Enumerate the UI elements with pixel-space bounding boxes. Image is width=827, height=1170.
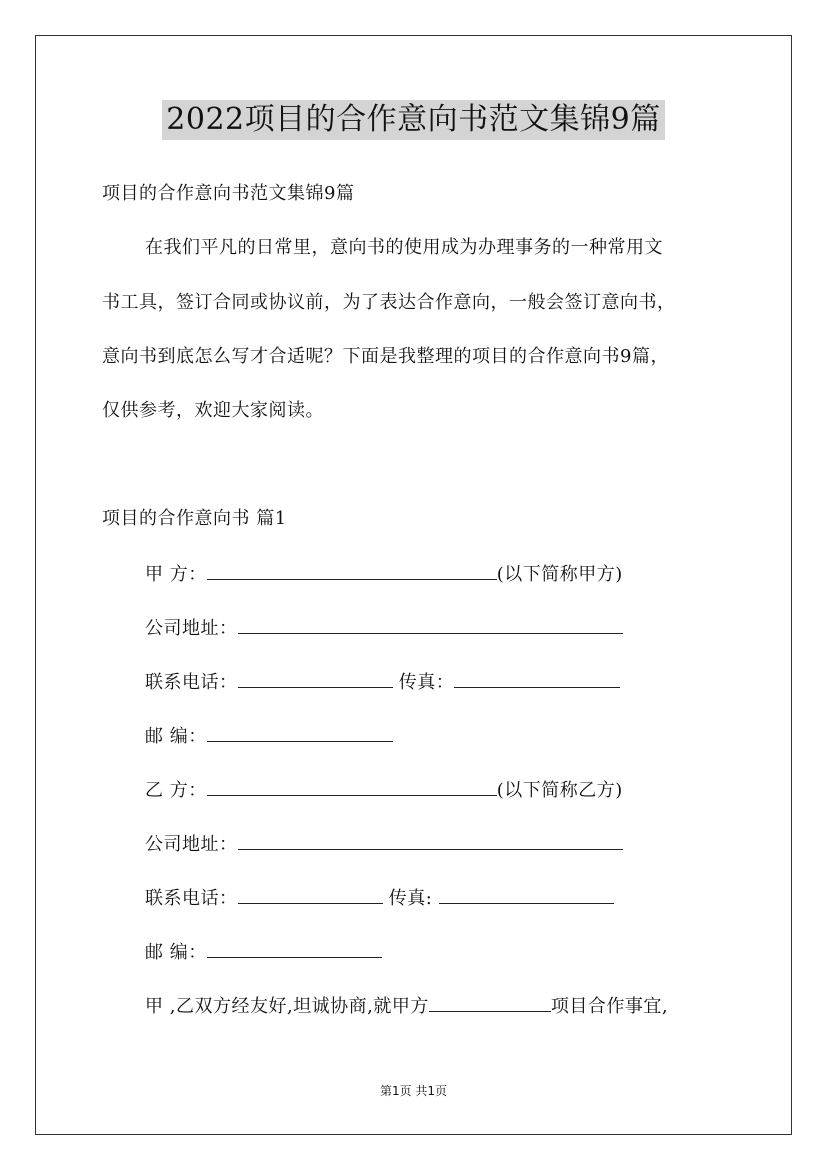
closing-start: 甲 ,乙双方经友好,坦诚协商,就甲方 (145, 996, 429, 1017)
closing-blank (429, 993, 551, 1012)
party-b-line (145, 777, 623, 803)
party-a-line (145, 561, 623, 587)
party-a-postcode-blank (207, 723, 393, 742)
party-b-address-line (145, 831, 623, 857)
party-a-blank (207, 561, 497, 580)
party-b-phone-blank (238, 885, 383, 904)
party-b-phone-label: 联系电话： (145, 888, 238, 909)
party-b-address-label: 公司地址： (145, 834, 238, 855)
page-footer: 第1页 共1页 (379, 1084, 448, 1098)
intro-line-2: 书工具，签订合同或协议前，为了表达合作意向，一般会签订意向书， (102, 292, 676, 313)
party-a-address-label: 公司地址： (145, 618, 238, 639)
title-container (0, 100, 827, 140)
party-b-postcode-line (145, 939, 382, 965)
party-a-suffix: (以下简称甲方) (496, 564, 623, 585)
party-a-address-blank (238, 615, 623, 634)
intro-line-3: 意向书到底怎么写才合适呢？下面是我整理的项目的合作意向书9篇， (102, 346, 669, 367)
party-a-postcode-line (145, 723, 393, 749)
party-a-postcode-label: 邮 编： (145, 726, 207, 747)
closing-end: 项目合作事宜, (550, 996, 669, 1017)
party-b-label: 乙 方： (145, 780, 207, 801)
section-heading: 项目的合作意向书 篇1 (102, 508, 287, 529)
intro-line-1: 在我们平凡的日常里，意向书的使用成为办理事务的一种常用文 (145, 237, 663, 258)
party-b-postcode-blank (207, 939, 382, 958)
party-a-fax-blank (454, 669, 620, 688)
party-a-phone-blank (238, 669, 393, 688)
party-a-phone-label: 联系电话： (145, 672, 238, 693)
party-b-suffix: (以下简称乙方) (496, 780, 623, 801)
party-b-address-blank (238, 831, 623, 850)
party-a-address-line (145, 615, 623, 641)
closing-line (145, 993, 668, 1019)
document-title: 2022项目的合作意向书范文集锦9篇 (162, 100, 664, 140)
party-b-blank (207, 777, 497, 796)
party-a-phone-line (145, 669, 620, 695)
party-b-fax-label: 传真: (388, 888, 433, 909)
party-b-postcode-label: 邮 编： (145, 942, 207, 963)
party-a-fax-label: 传真： (398, 672, 455, 693)
party-b-phone-line (145, 885, 614, 911)
document-subtitle: 项目的合作意向书范文集锦9篇 (102, 183, 355, 204)
intro-line-4: 仅供参考，欢迎大家阅读。 (102, 400, 324, 421)
party-a-label: 甲 方： (145, 564, 207, 585)
party-b-fax-blank (439, 885, 614, 904)
